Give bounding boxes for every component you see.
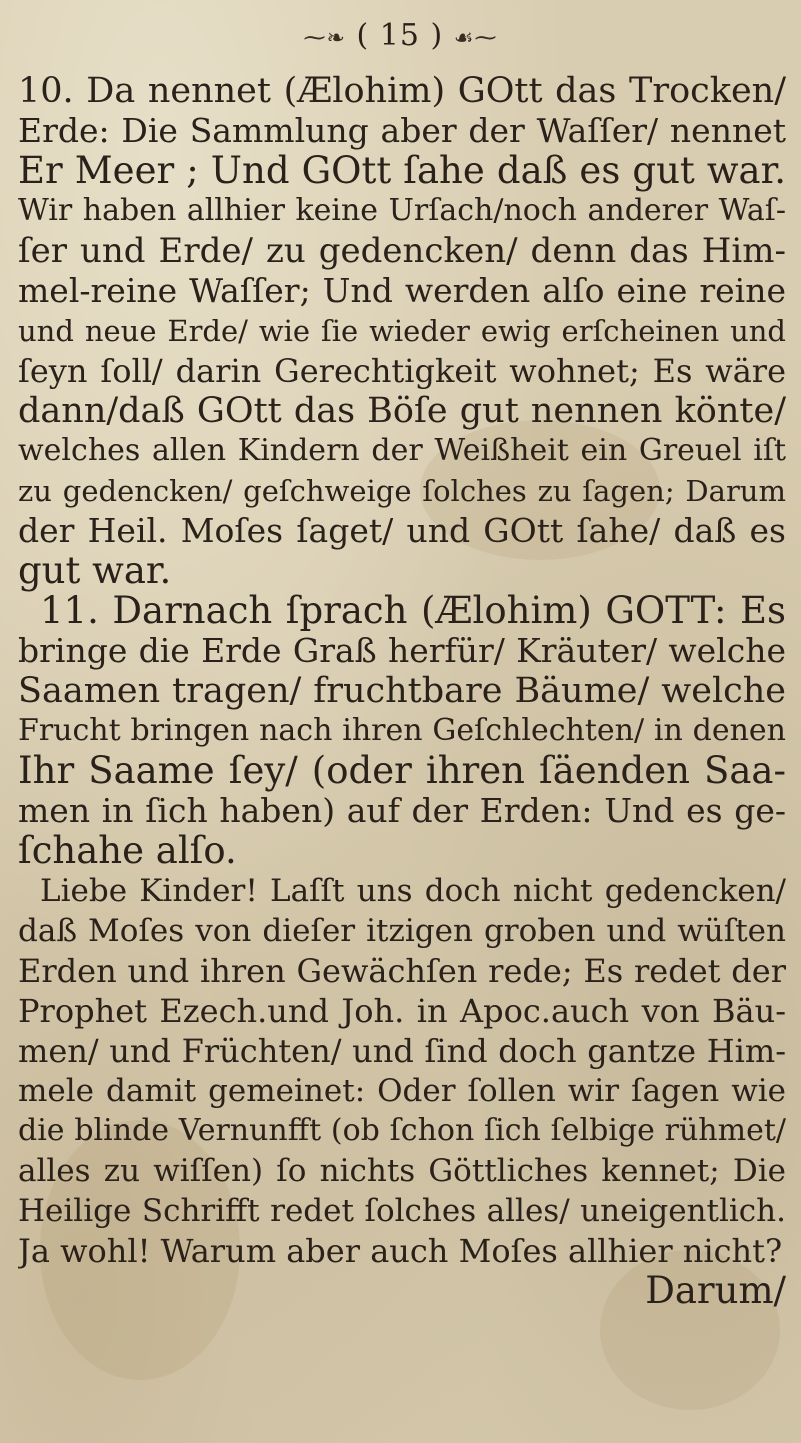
text-line: dann/daß GOtt das Böſe gut nennen könte/ (18, 391, 786, 431)
text-line: men in ſich haben) auf der Erden: Und es ge- (18, 791, 786, 830)
text-line: Liebe Kinder! Laſſt uns doch nicht gedencken/ (40, 873, 786, 909)
text-line: 11. Darnach ſprach (Ælohim) GOTT: Es (40, 590, 786, 632)
catchword: Darum/ (645, 1270, 786, 1312)
text-line: bringe die Erde Graß herfür/ Kräuter/ welche (18, 631, 786, 670)
text-line: mele damit gemeinet: Oder ſollen wir ſagen wie (18, 1073, 786, 1109)
ornament-left-icon: ⁓❧ (303, 26, 346, 51)
page-header (0, 18, 801, 53)
text-line: Saamen tragen/ fruchtbare Bäume/ welche (18, 671, 786, 711)
ornament-right-icon: ☙⁓ (453, 26, 498, 51)
text-line: Erden und ihren Gewächſen rede; Es redet der (18, 952, 786, 990)
text-line: Erde: Die Sammlung aber der Waſſer/ nennet (18, 111, 786, 150)
text-line: Heilige Schrifft redet ſolches alles/ uneigentlich. (18, 1193, 786, 1229)
text-line: Ihr Saame ſey/ (oder ihren ſäenden Saa- (18, 750, 786, 792)
text-line: Prophet Ezech.und Joh. in Apoc.auch von Bäu- (18, 992, 786, 1030)
text-line: 10. Da nennet (Ælohim) GOtt das Trocken/ (18, 71, 786, 111)
text-line: welches allen Kindern der Weißheit ein Greuel iſt (18, 433, 786, 468)
text-line: ſeyn ſoll/ darin Gerechtigkeit wohnet; Es wäre (18, 352, 786, 390)
text-line: alles zu wiſſen) ſo nichts Göttliches kennet; Die (18, 1153, 786, 1189)
text-line: gut war. (18, 550, 172, 592)
text-line: die blinde Vernunfft (ob ſchon ſich ſelbige rühmet/ (18, 1113, 786, 1148)
text-line: Wir haben allhier keine Urſach/noch anderer Waſ- (18, 193, 786, 228)
text-line: Ja wohl! Warum aber auch Moſes allhier nicht? (18, 1232, 783, 1270)
text-line: men/ und Früchten/ und ſind doch gantze Him- (18, 1032, 786, 1070)
page-number: ( 15 ) (356, 18, 444, 53)
text-line: Frucht bringen nach ihren Geſchlechten/ in denen (18, 713, 786, 748)
text-line: Er Meer ; Und GOtt ſahe daß es gut war. (18, 150, 786, 192)
text-line: mel-reine Waſſer; Und werden alſo eine reine (18, 271, 786, 310)
text-line: ſchahe alſo. (18, 830, 237, 872)
text-line: daß Moſes von dieſer itzigen groben und wüſten (18, 913, 786, 949)
text-line: ſer und Erde/ zu gedencken/ denn das Him- (18, 231, 786, 271)
text-line: und neue Erde/ wie ſie wieder ewig erſcheinen und (18, 314, 786, 348)
text-line: der Heil. Moſes ſaget/ und GOtt ſahe/ daß es (18, 511, 786, 550)
text-line: zu gedencken/ geſchweige ſolches zu ſagen; Darum (18, 474, 786, 508)
